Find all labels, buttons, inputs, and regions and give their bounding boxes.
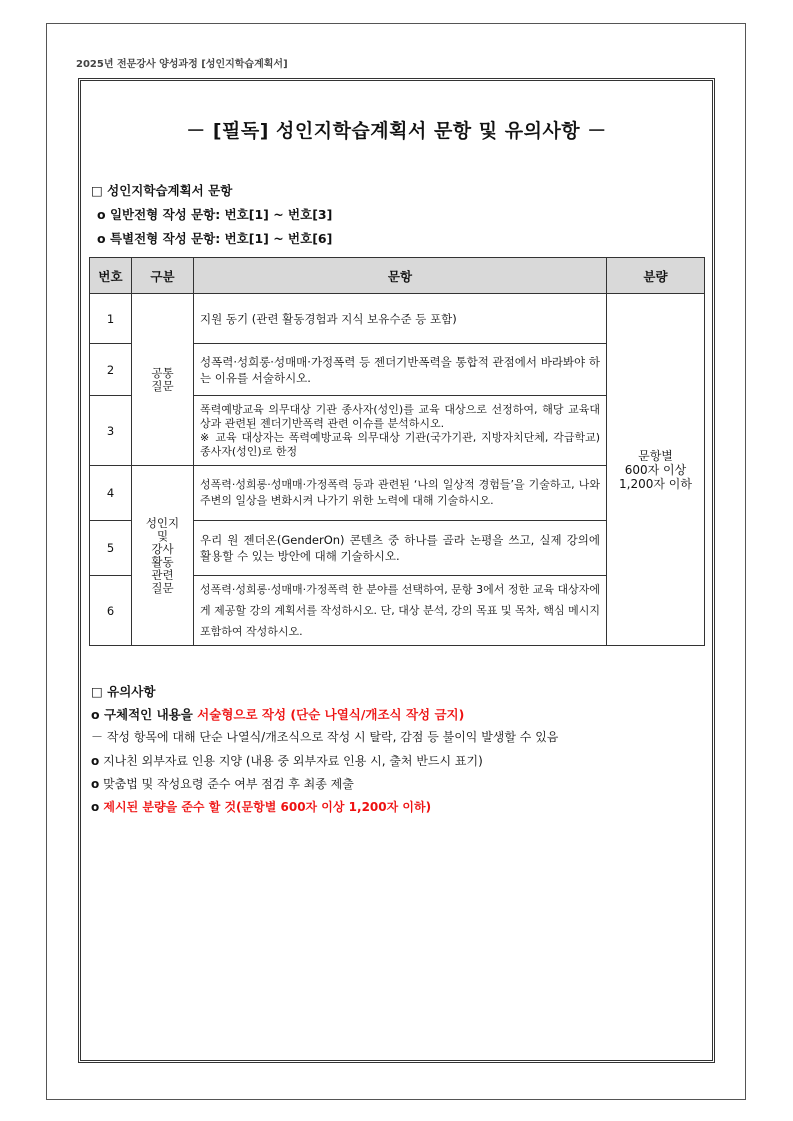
header-category: 구분 bbox=[132, 258, 194, 294]
category-activity-line3: 강사 bbox=[151, 541, 174, 556]
note-length-text: 제시된 분량을 준수 할 것(문항별 600자 이상 1,200자 이하) bbox=[103, 800, 432, 814]
category-activity bbox=[132, 466, 194, 646]
special-admission-note: o 특별전형 작성 문항: 번호[1] ~ 번호[6] bbox=[97, 231, 333, 246]
questions-heading: □ 성인지학습계획서 문항 bbox=[91, 183, 233, 198]
note-spelling-text: 맞춤법 및 작성요령 준수 여부 점검 후 최종 제출 bbox=[99, 777, 354, 791]
header-num: 번호 bbox=[90, 258, 132, 294]
note-descriptive-prefix: o 구체적인 내용을 bbox=[91, 707, 198, 722]
question-text: 성폭력·성희롱·성매매·가정폭력 등 젠더기반폭력을 통합적 관점에서 바라봐야 하는 이유를 서술하시오. bbox=[194, 344, 607, 396]
note-citation bbox=[91, 752, 483, 769]
note-descriptive bbox=[91, 705, 464, 723]
row-number: 1 bbox=[90, 294, 132, 344]
note-spelling bbox=[91, 775, 354, 792]
note-descriptive-emphasis: 서술형으로 작성 (단순 나열식/개조식 작성 금지) bbox=[197, 707, 465, 722]
header-volume: 분량 bbox=[607, 258, 705, 294]
document-header: 2025년 전문강사 양성과정 [성인지학습계획서] bbox=[76, 59, 288, 70]
question-text: 지원 동기 (관련 활동경험과 지식 보유수준 등 포함) bbox=[194, 294, 607, 344]
row-number: 5 bbox=[90, 521, 132, 576]
table-header-row bbox=[90, 258, 705, 294]
note-citation-bullet: o bbox=[91, 754, 100, 768]
volume-line3: 1,200자 이하 bbox=[619, 476, 692, 491]
row-number: 3 bbox=[90, 396, 132, 466]
question-text: 성폭력·성희롱·성매매·가정폭력 등과 관련된 ‘나의 일상적 경험들’을 기술하고, 나와 주변의 일상을 변화시켜 나가기 위한 노력에 대해 기술하시오. bbox=[194, 466, 607, 521]
note-citation-text: 지나친 외부자료 인용 지양 (내용 중 외부자료 인용 시, 출처 반드시 표기) bbox=[99, 754, 483, 768]
general-admission-note: o 일반전형 작성 문항: 번호[1] ~ 번호[3] bbox=[97, 207, 333, 222]
question-note: ※ 교육 대상자는 폭력예방교육 의무대상 기관(국가기관, 지방자치단체, 각급학교) 종사자(성인)로 한정 bbox=[200, 430, 600, 458]
category-common bbox=[132, 294, 194, 466]
category-common-line1: 공통 bbox=[151, 365, 174, 380]
volume-cell bbox=[607, 294, 705, 646]
note-length bbox=[91, 798, 431, 815]
category-activity-line1: 성인지 bbox=[145, 515, 180, 530]
row-number: 2 bbox=[90, 344, 132, 396]
note-spelling-bullet: o bbox=[91, 777, 100, 791]
category-common-line2: 질문 bbox=[151, 378, 174, 393]
note-penalty: － 작성 항목에 대해 단순 나열식/개조식으로 작성 시 탈락, 감점 등 불이익 발생할 수 있음 bbox=[91, 730, 559, 744]
page-title: － [필독] 성인지학습계획서 문항 및 유의사항 － bbox=[186, 120, 607, 142]
question-cell bbox=[194, 396, 607, 466]
notes-heading: □ 유의사항 bbox=[91, 684, 156, 699]
category-activity-line6: 질문 bbox=[151, 580, 174, 595]
questions-table bbox=[89, 257, 705, 646]
category-activity-line2: 및 bbox=[156, 528, 169, 543]
volume-line1: 문항별 bbox=[638, 448, 673, 463]
row-number: 4 bbox=[90, 466, 132, 521]
question-text: 우리 원 젠더온(GenderOn) 콘텐츠 중 하나를 골라 논평을 쓰고, 실제 강의에 활용할 수 있는 방안에 대해 기술하시오. bbox=[194, 521, 607, 576]
volume-line2: 600자 이상 bbox=[624, 462, 687, 477]
note-length-bullet: o bbox=[91, 800, 104, 814]
row-number: 6 bbox=[90, 576, 132, 646]
question-text: 성폭력·성희롱·성매매·가정폭력 한 분야를 선택하여, 문항 3에서 정한 교육 대상자에게 제공할 강의 계획서를 작성하시오. 단, 대상 분석, 강의 목표 및 목차, 핵심 메시지 포함하여 작성하시오. bbox=[194, 576, 607, 646]
question-text: 폭력예방교육 의무대상 기관 종사자(성인)를 교육 대상으로 선정하여, 해당 교육대상과 관련된 젠더기반폭력 관련 이슈를 분석하시오. bbox=[200, 402, 600, 430]
category-activity-line5: 관련 bbox=[151, 567, 174, 582]
header-question: 문항 bbox=[194, 258, 607, 294]
table-row bbox=[90, 294, 705, 344]
category-activity-line4: 활동 bbox=[151, 554, 174, 569]
